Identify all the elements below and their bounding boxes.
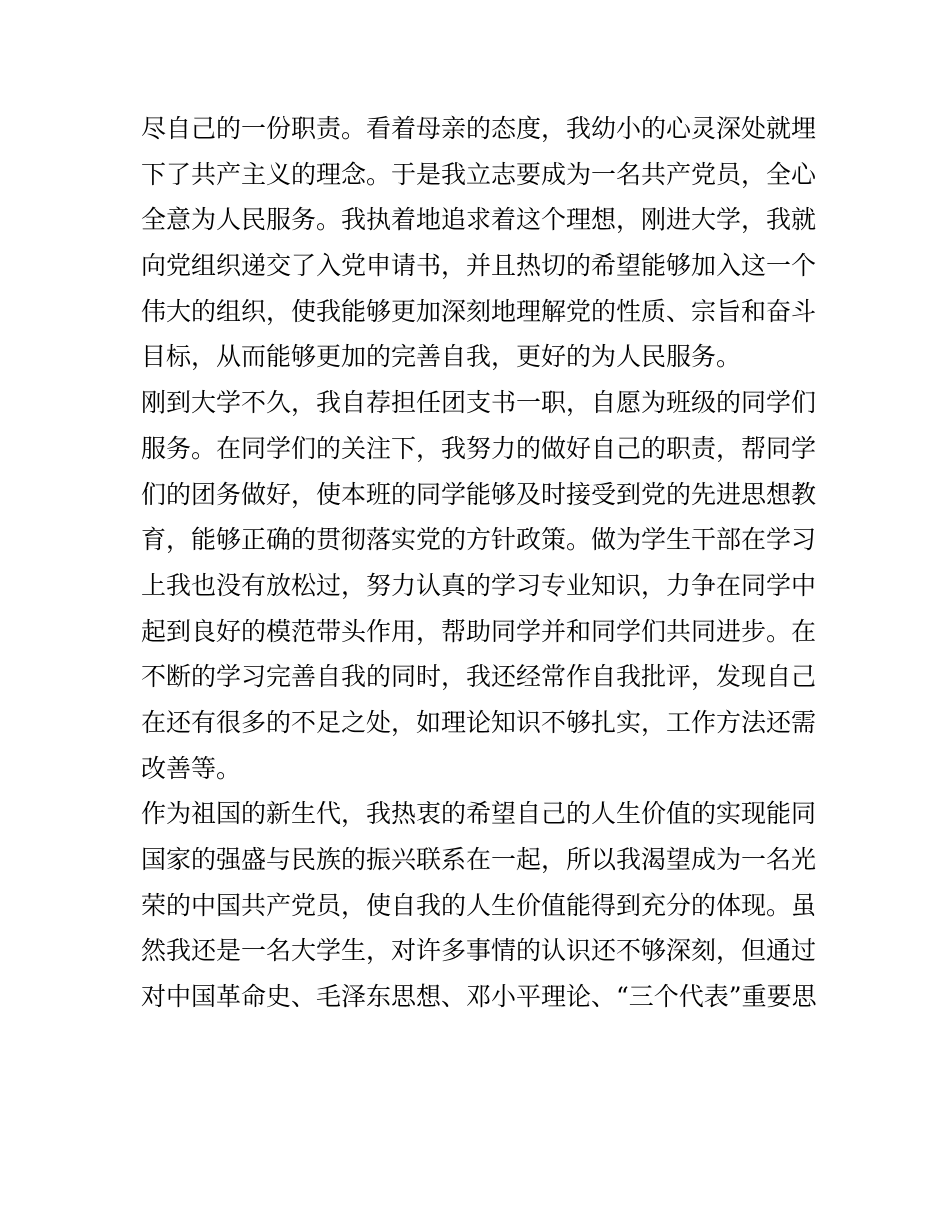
text-line: 起到良好的模范带头作用，帮助同学并和同学们共同进步。在 xyxy=(141,616,817,646)
text-line: 然我还是一名大学生，对许多事情的认识还不够深刻，但通过 xyxy=(141,936,817,966)
text-line: 向党组织递交了入党申请书，并且热切的希望能够加入这一个 xyxy=(141,251,817,281)
text-line: 不断的学习完善自我的同时，我还经常作自我批评，发现自己 xyxy=(141,662,817,692)
text-line: 尽自己的一份职责。看着母亲的态度，我幼小的心灵深处就埋 xyxy=(141,114,817,143)
text-line: 全意为人民服务。我执着地追求着这个理想，刚进大学，我就 xyxy=(141,205,817,235)
text-line: 们的团务做好，使本班的同学能够及时接受到党的先进思想教 xyxy=(141,479,817,509)
text-line: 作为祖国的新生代，我热衷的希望自己的人生价值的实现能同 xyxy=(141,799,817,829)
text-line: 服务。在同学们的关注下，我努力的做好自己的职责，帮同学 xyxy=(141,433,817,463)
text-line: 育，能够正确的贯彻落实党的方针政策。做为学生干部在学习 xyxy=(141,525,817,555)
text-line: 伟大的组织，使我能够更加深刻地理解党的性质、宗旨和奋斗 xyxy=(141,296,817,326)
text-line: 在还有很多的不足之处，如理论知识不够扎实，工作方法还需 xyxy=(141,707,817,737)
text-line: 荣的中国共产党员，使自我的人生价值能得到充分的体现。虽 xyxy=(141,890,817,920)
text-line: 刚到大学不久，我自荐担任团支书一职，自愿为班级的同学们 xyxy=(141,388,817,418)
text-line: 对中国革命史、毛泽东思想、邓小平理论、“三个代表”重要思 xyxy=(141,982,817,1012)
text-line: 国家的强盛与民族的振兴联系在一起，所以我渴望成为一名光 xyxy=(141,845,817,874)
text-line: 下了共产主义的理念。于是我立志要成为一名共产党员，全心 xyxy=(141,159,817,189)
document-body xyxy=(141,106,821,1020)
text-line: 改善等。 xyxy=(141,753,242,783)
text-line: 上我也没有放松过，努力认真的学习专业知识，力争在同学中 xyxy=(141,570,817,600)
text-line: 目标，从而能够更加的完善自我，更好的为人民服务。 xyxy=(141,342,742,372)
